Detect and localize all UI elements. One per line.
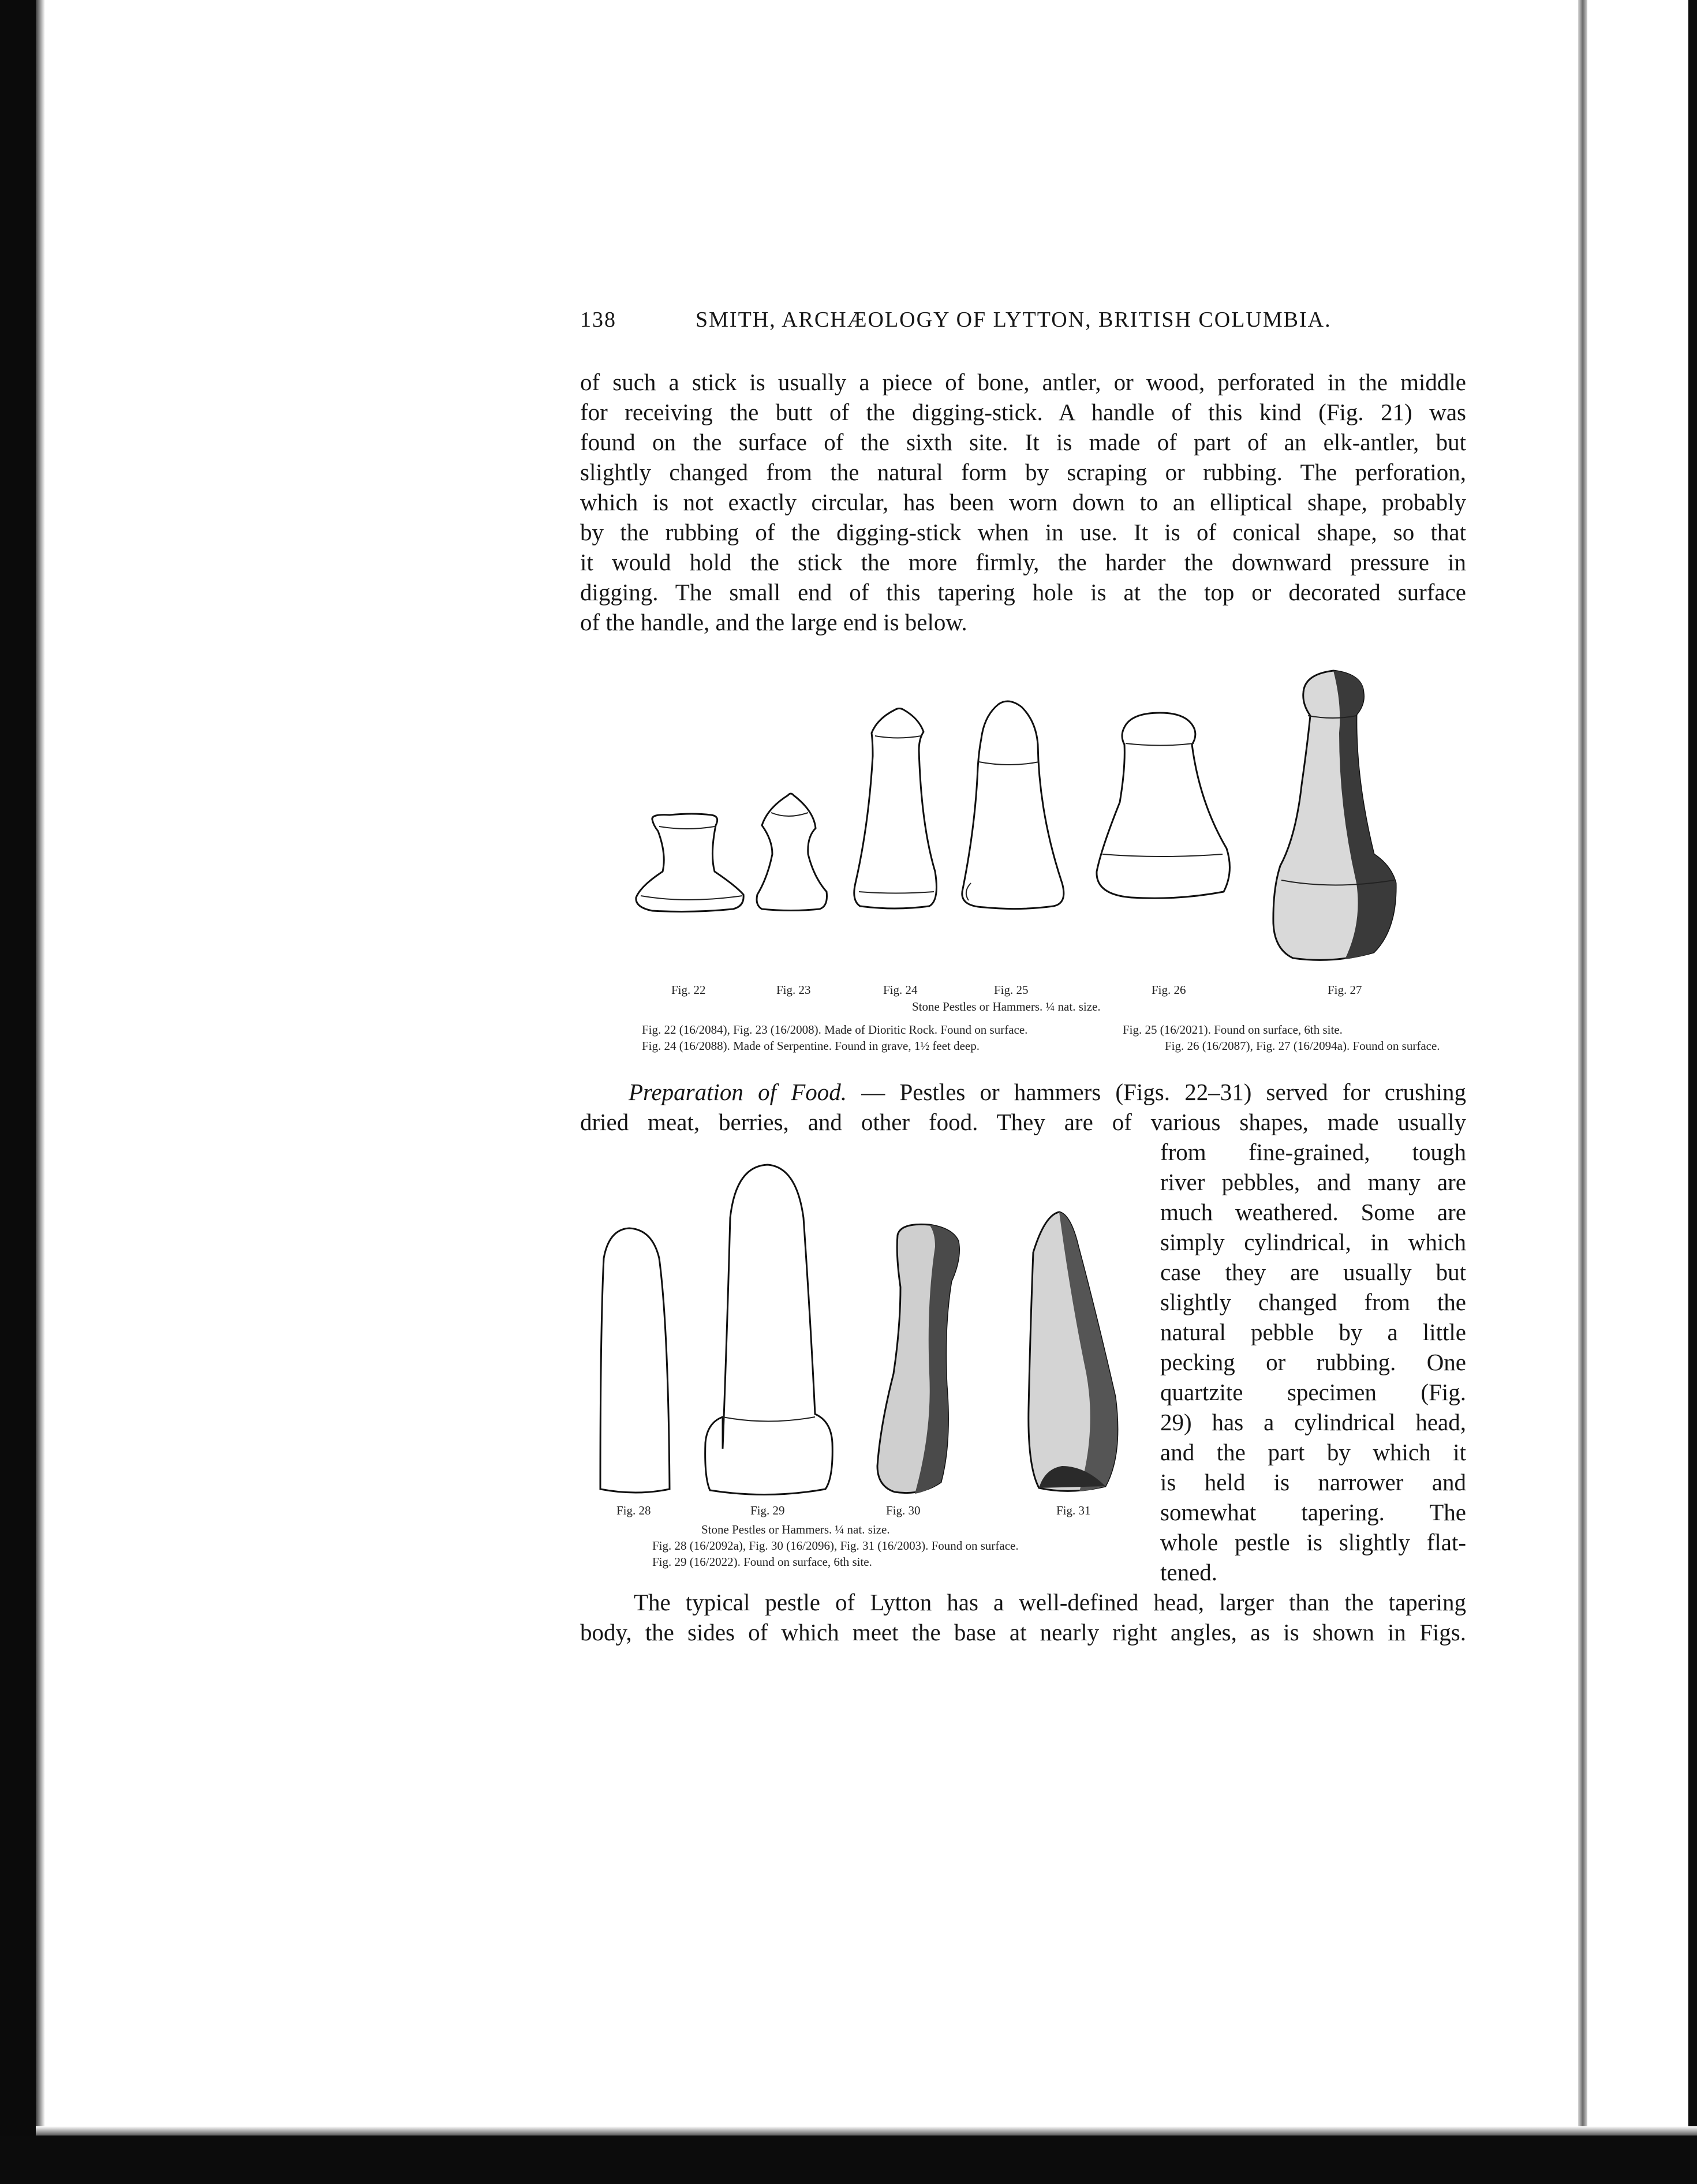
figure-2-title: Stone Pestles or Hammers. ¼ nat. size. bbox=[701, 1523, 890, 1536]
text-line: pecking or rubbing. One bbox=[1160, 1349, 1466, 1375]
text-line: from fine-grained, tough bbox=[1160, 1139, 1466, 1165]
fig-label-29: Fig. 29 bbox=[750, 1504, 785, 1517]
scan-bottom-border bbox=[0, 2136, 1697, 2184]
figure-2-caption: Fig. 28 (16/2092a), Fig. 30 (16/2096), Fig. 31 (16/2003). Found on surface. bbox=[652, 1539, 1019, 1553]
text-line: simply cylindrical, in which bbox=[1160, 1229, 1466, 1255]
fig-label-24: Fig. 24 bbox=[883, 983, 918, 997]
text-line: river pebbles, and many are bbox=[1160, 1169, 1466, 1195]
text-line: digging. The small end of this tapering hole is at the top or decorated surface bbox=[580, 579, 1466, 605]
running-head: SMITH, ARCHÆOLOGY OF LYTTON, BRITISH COLUMBIA. bbox=[696, 308, 1332, 332]
text-line: The typical pestle of Lytton has a well-defined head, larger than the tapering bbox=[634, 1589, 1466, 1615]
fig-label-23: Fig. 23 bbox=[776, 983, 811, 997]
scan-bottom-shadow bbox=[36, 2126, 1697, 2136]
page-header bbox=[580, 307, 1351, 342]
text-line: 29) has a cylindrical head, bbox=[1160, 1409, 1466, 1435]
text-line bbox=[580, 1077, 1466, 1107]
text-line: which is not exactly circular, has been worn down to an elliptical shape, probably bbox=[580, 489, 1466, 515]
text-line: whole pestle is slightly flat- bbox=[1160, 1529, 1466, 1555]
scan-left-shadow bbox=[36, 0, 45, 2184]
text-line: quartzite specimen (Fig. bbox=[1160, 1379, 1466, 1405]
figure-1-caption: Fig. 26 (16/2087), Fig. 27 (16/2094a). Found on surface. bbox=[1165, 1039, 1440, 1053]
pestle-fig-27 bbox=[1273, 671, 1396, 960]
text-line: for receiving the butt of the digging-stick. A handle of this kind (Fig. 21) was bbox=[580, 399, 1466, 425]
fig-label-22: Fig. 22 bbox=[671, 983, 706, 997]
fig-label-28: Fig. 28 bbox=[616, 1504, 651, 1517]
text-line: slightly changed from the natural form by scraping or rubbing. The perforation, bbox=[580, 459, 1466, 485]
text-line: found on the surface of the sixth site. It is made of part of an elk-antler, but bbox=[580, 429, 1466, 455]
fig-label-31: Fig. 31 bbox=[1056, 1504, 1091, 1517]
text-line: natural pebble by a little bbox=[1160, 1319, 1466, 1345]
pestle-fig-29 bbox=[705, 1165, 833, 1495]
text-line: dried meat, berries, and other food. They are of various shapes, made usually bbox=[580, 1109, 1466, 1135]
fig-label-30: Fig. 30 bbox=[886, 1504, 921, 1517]
text-line: of such a stick is usually a piece of bone, antler, or wood, perforated in the middle bbox=[580, 369, 1466, 395]
text-line: tened. bbox=[1160, 1559, 1218, 1585]
text-line: of the handle, and the large end is below. bbox=[580, 609, 967, 635]
figure-1-caption: Fig. 25 (16/2021). Found on surface, 6th site. bbox=[1123, 1023, 1343, 1037]
figure-1-caption: Fig. 22 (16/2084), Fig. 23 (16/2008). Made of Dioritic Rock. Found on surface. bbox=[642, 1023, 1028, 1037]
text-line: is held is narrower and bbox=[1160, 1469, 1466, 1495]
pestle-fig-22 bbox=[636, 814, 743, 911]
section-heading: Preparation of Food. bbox=[629, 1079, 847, 1105]
pestles-figure-28-31 bbox=[589, 1154, 1143, 1506]
pestle-fig-24 bbox=[854, 709, 937, 909]
figure-1-caption: Fig. 24 (16/2088). Made of Serpentine. Found in grave, 1½ feet deep. bbox=[642, 1039, 980, 1053]
text-run: — Pestles or hammers (Figs. 22–31) served for crushing bbox=[847, 1079, 1466, 1105]
scan-right-border bbox=[1688, 0, 1697, 2136]
text-line: and the part by which it bbox=[1160, 1439, 1466, 1465]
text-line: by the rubbing of the digging-stick when in use. It is of conical shape, so that bbox=[580, 519, 1466, 545]
figure-1-title: Stone Pestles or Hammers. ¼ nat. size. bbox=[912, 1000, 1101, 1014]
pestle-fig-31 bbox=[1029, 1212, 1117, 1491]
text-line: slightly changed from the bbox=[1160, 1289, 1466, 1315]
fig-label-27: Fig. 27 bbox=[1328, 983, 1362, 997]
figure-2-caption: Fig. 29 (16/2022). Found on surface, 6th site. bbox=[652, 1555, 872, 1569]
pestle-fig-25 bbox=[962, 701, 1064, 909]
facing-page-edge bbox=[1587, 0, 1697, 2136]
text-line: it would hold the stick the more firmly, the harder the downward pressure in bbox=[580, 549, 1466, 575]
text-line: body, the sides of which meet the base at nearly right angles, as is shown in Figs. bbox=[580, 1619, 1466, 1646]
text-line: much weathered. Some are bbox=[1160, 1199, 1466, 1225]
book-spine-shadow bbox=[1578, 0, 1587, 2136]
pestle-fig-30 bbox=[877, 1224, 959, 1494]
scan-left-border bbox=[0, 0, 36, 2184]
text-line: case they are usually but bbox=[1160, 1259, 1466, 1285]
pestle-fig-23 bbox=[757, 794, 827, 911]
pestle-fig-26 bbox=[1097, 713, 1230, 898]
pestle-fig-28 bbox=[600, 1228, 670, 1493]
fig-label-25: Fig. 25 bbox=[994, 983, 1029, 997]
text-line: somewhat tapering. The bbox=[1160, 1499, 1466, 1525]
pestles-figure-22-27 bbox=[623, 664, 1449, 987]
page-number: 138 bbox=[580, 308, 616, 332]
fig-label-26: Fig. 26 bbox=[1152, 983, 1186, 997]
